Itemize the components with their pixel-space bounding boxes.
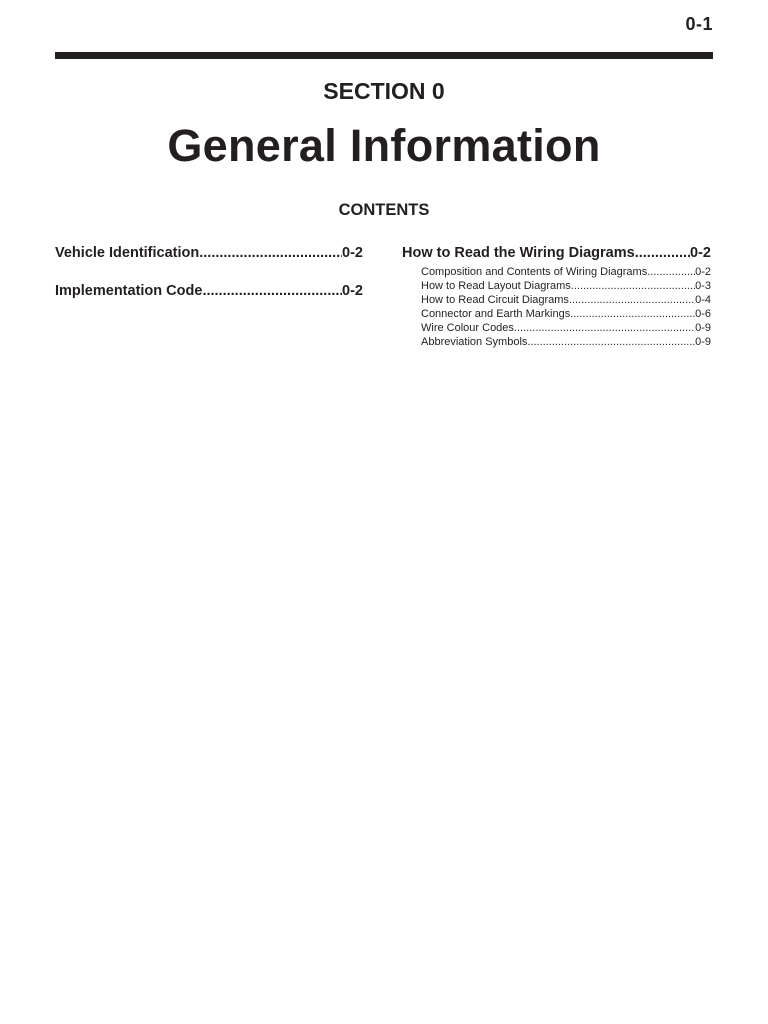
toc-entry-wiring-diagrams[interactable] [402, 245, 711, 265]
toc-subentry-label: How to Read Layout Diagrams [421, 280, 571, 292]
toc-subentry[interactable] [421, 321, 711, 335]
toc-entry-page: 0-2 [342, 245, 363, 261]
toc-subentry-label: Wire Colour Codes [421, 322, 514, 334]
toc-leader-dots [527, 335, 695, 349]
toc-subentry[interactable] [421, 335, 711, 349]
toc-subentry-label: Connector and Earth Markings [421, 308, 571, 320]
toc-entry-label: How to Read the Wiring Diagrams [402, 245, 635, 261]
section-label: SECTION 0 [323, 78, 445, 104]
toc-subentry-label: How to Read Circuit Diagrams [421, 294, 569, 306]
contents-heading: CONTENTS [338, 201, 430, 219]
toc-subentry-page: 0-9 [695, 322, 711, 334]
toc-subentry-page: 0-3 [695, 280, 711, 292]
toc-subentry-label: Composition and Contents of Wiring Diagrams [421, 266, 648, 278]
toc-entry-page: 0-2 [690, 245, 711, 261]
toc-sub-list [402, 265, 711, 349]
toc-entry-vehicle-identification[interactable] [55, 245, 363, 265]
toc-left-column [55, 245, 363, 303]
toc-subentry-page: 0-9 [695, 336, 711, 348]
toc-subentry-label: Abbreviation Symbols [421, 336, 528, 348]
toc-leader-dots [514, 321, 695, 335]
toc-subentry[interactable] [421, 279, 711, 293]
toc-right-column [402, 245, 711, 349]
toc-leader-dots [571, 279, 695, 293]
toc-leader-dots [570, 307, 695, 321]
toc-entry-implementation-code[interactable] [55, 283, 363, 303]
toc-entry-page: 0-2 [342, 283, 363, 299]
toc-leader-dots [199, 245, 342, 261]
toc-subentry-page: 0-2 [695, 266, 711, 278]
toc-subentry[interactable] [421, 265, 711, 279]
toc-leader-dots [647, 265, 695, 279]
toc-entry-label: Implementation Code [55, 283, 203, 299]
page-number: 0-1 [685, 14, 713, 34]
toc-entry-label: Vehicle Identification [55, 245, 200, 261]
toc-leader-dots [569, 293, 695, 307]
toc-subentry-page: 0-4 [695, 294, 711, 306]
toc-subentry[interactable] [421, 293, 711, 307]
toc-subentry[interactable] [421, 307, 711, 321]
toc-subentry-page: 0-6 [695, 308, 711, 320]
header-rule [55, 52, 713, 59]
toc-leader-dots [635, 245, 690, 261]
page-title: General Information [167, 120, 601, 171]
toc-leader-dots [202, 283, 342, 299]
